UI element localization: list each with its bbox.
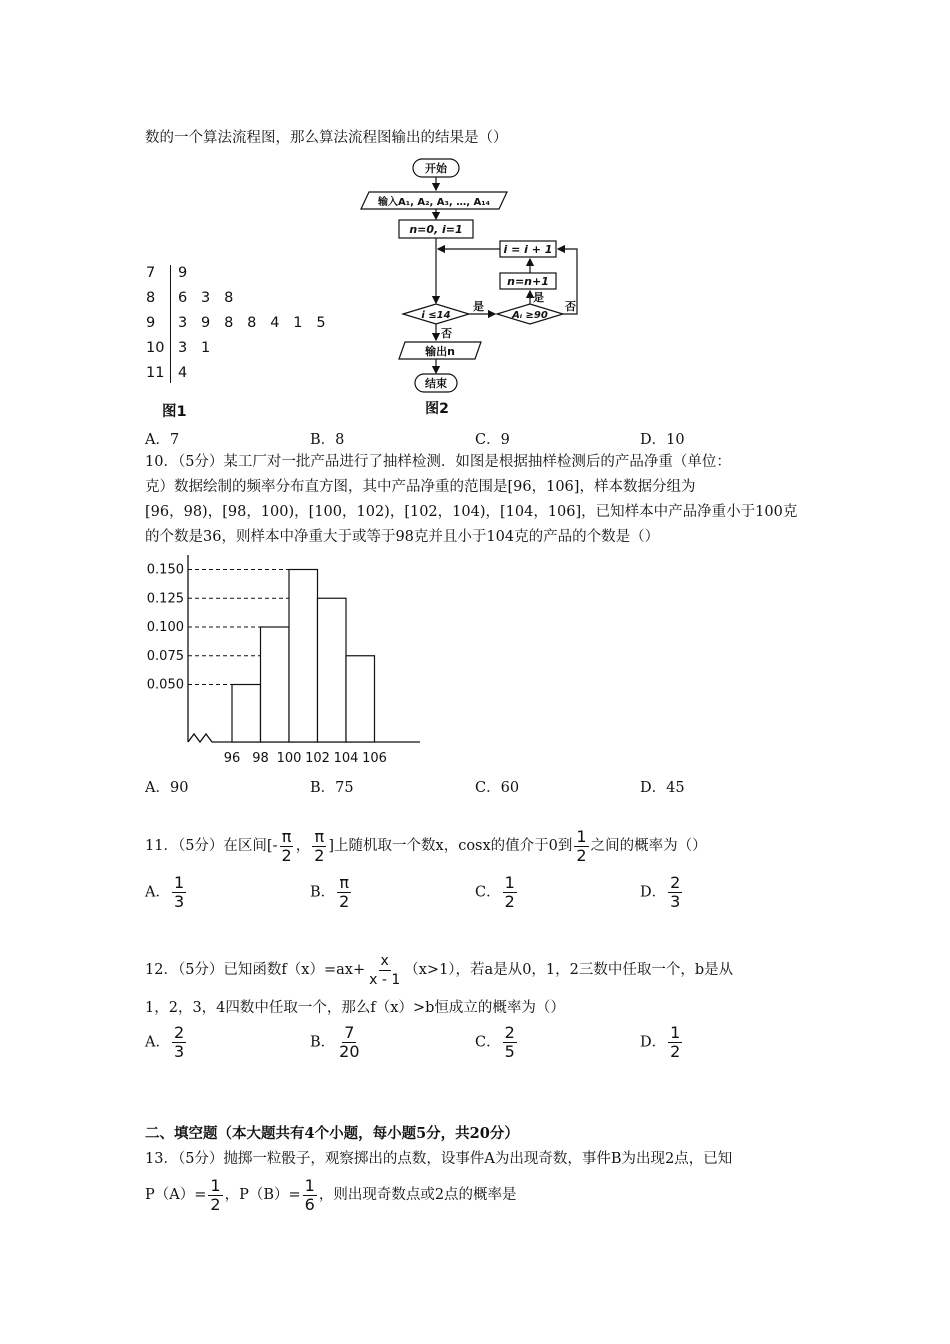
q10-line-2: 克）数据绘制的频率分布直方图，其中产品净重的范围是[96，106]，样本数据分组为 <box>145 479 696 495</box>
x-tick-label: 104 <box>333 751 359 766</box>
x-tick-label: 106 <box>362 751 387 766</box>
q10-option-b: B．75 <box>310 780 354 796</box>
q13-frac-a: $\frac{1}{2}$ <box>210 1175 221 1214</box>
figure-2-caption: 图2 <box>425 401 449 417</box>
x-tick-label: 96 <box>223 751 241 766</box>
x-tick-label: 100 <box>276 751 302 766</box>
flow-yes2: 是 <box>533 291 544 304</box>
q10-line-1: 10．（5分）某工厂对一批产品进行了抽样检测．如图是根据抽样检测后的产品净重（单位： <box>145 454 731 470</box>
q9-option-b: B．8 <box>310 432 345 448</box>
flow-cond-a-text: Aᵢ ≥90 <box>512 310 548 321</box>
q11-suffix: 之间的概率为（） <box>590 838 707 854</box>
q10-option-d: D．45 <box>640 780 685 796</box>
y-tick-label: 0.100 <box>146 620 184 635</box>
y-tick-label: 0.150 <box>146 562 184 578</box>
y-tick-label: 0.075 <box>146 648 184 664</box>
flow-no1: 否 <box>441 327 452 340</box>
figure-1-caption: 图1 <box>162 404 187 420</box>
q9-intro: 数的一个算法流程图，那么算法流程图输出的结果是（） <box>145 130 508 146</box>
q12-option-c: C． $\frac{2}{5}$ <box>475 1023 515 1061</box>
flow-init-text: n=0, i=1 <box>409 223 463 236</box>
q9-option-c: C．9 <box>475 432 510 448</box>
q11-prefix: 11．（5分）在区间[ <box>145 838 273 854</box>
stem-3: 10 <box>146 340 165 356</box>
y-tick-label: 0.125 <box>146 591 184 607</box>
q11-neg: - <box>272 838 278 854</box>
leaves-0: 9 <box>178 265 188 281</box>
stem-0: 7 <box>146 265 156 281</box>
leaves-3: 3 1 <box>178 340 211 356</box>
histogram-bar <box>232 685 261 743</box>
q9-option-a: A．7 <box>145 432 180 448</box>
q10-option-c: C．60 <box>475 780 520 796</box>
leaves-2: 3 9 8 8 4 1 5 <box>178 315 326 331</box>
q12-line-2: 1，2，3，4四数中任取一个，那么f（x）>b恒成立的概率为（） <box>145 1000 565 1016</box>
y-tick-label: 0.050 <box>146 677 184 693</box>
flow-inc-n-text: n=n+1 <box>507 275 549 288</box>
q12-option-b: B． $\frac{7}{20}$ <box>310 1023 360 1061</box>
x-tick-label: 98 <box>252 751 269 766</box>
q10-line-3: [96，98)，[98，100)，[100，102)，[102，104)，[104，106]，已知样本中产品净重小于100克 <box>145 504 798 520</box>
flow-inc-i-text: i = i + 1 <box>503 243 553 256</box>
flow-output-text: 输出n <box>425 345 455 358</box>
q11-option-d: D． $\frac{2}{3}$ <box>640 873 681 911</box>
flow-input-text: 输入A₁, A₂, A₃, …, A₁₄ <box>378 197 490 208</box>
flow-cond-i-text: i ≤14 <box>421 310 451 321</box>
q10-option-a: A．90 <box>145 780 189 796</box>
stem-2: 9 <box>146 315 156 331</box>
histogram-bar <box>318 598 347 742</box>
stem-divider <box>170 265 171 383</box>
q12-option-d: D． $\frac{1}{2}$ <box>640 1023 681 1061</box>
histogram-bar <box>346 656 375 742</box>
q11-option-b: B． $\frac{\pi}{2}$ <box>310 873 350 911</box>
q11-stem: 11．（5分）在区间[- $\frac{\pi}{2}$ ， $\frac{\pi}{2}$ ]上随机取一个数x，cosx的值介于0到 $\frac{1}{2}$ 之间的概率为（） <box>145 826 707 865</box>
flow-start-text: 开始 <box>425 162 447 175</box>
q13-line-1: 13．（5分）抛掷一粒骰子，观察掷出的点数，设事件A为出现奇数，事件B为出现2点，已知 <box>145 1151 733 1167</box>
q11-mid: ]上随机取一个数x，cosx的值介于0到 <box>328 838 573 854</box>
q13-line-2: P（A）= $\frac{1}{2}$ ，P（B）= $\frac{1}{6}$ ，则出现奇数点或2点的概率是 <box>145 1175 517 1214</box>
leaves-4: 4 <box>178 365 188 381</box>
q11-frac-half: $\frac{1}{2}$ <box>576 826 587 865</box>
flow-no2: 否 <box>565 300 576 313</box>
q11-frac-pi: $\frac{\pi}{2}$ <box>314 826 325 865</box>
frequency-histogram <box>140 555 420 770</box>
q12-frac: $\frac{x}{x - 1}$ <box>369 952 401 988</box>
leaves-1: 6 3 8 <box>178 290 234 306</box>
q11-option-c: C． $\frac{1}{2}$ <box>475 873 515 911</box>
flow-end-text: 结束 <box>425 377 447 390</box>
q12-option-a: A． $\frac{2}{3}$ <box>145 1023 185 1061</box>
q12-stem: 12．（5分）已知函数f（x）=ax+ $\frac{x}{x - 1}$ （x>1），若a是从0，1，2三数中任取一个，b是从 <box>145 952 734 988</box>
q13-frac-b: $\frac{1}{6}$ <box>304 1175 315 1214</box>
stem-4: 11 <box>146 365 165 381</box>
q9-option-d: D．10 <box>640 432 685 448</box>
q11-option-a: A． $\frac{1}{3}$ <box>145 873 185 911</box>
histogram-bar <box>261 627 290 742</box>
flow-yes1: 是 <box>473 300 484 313</box>
histogram-bar <box>289 570 318 743</box>
flowchart <box>355 155 595 425</box>
section-2-heading: 二、填空题（本大题共有4个小题，每小题5分，共20分） <box>145 1125 519 1142</box>
q10-line-4: 的个数是36，则样本中净重大于或等于98克并且小于104克的产品的个数是（） <box>145 529 660 545</box>
stem-1: 8 <box>146 290 156 306</box>
x-tick-label: 102 <box>305 751 330 766</box>
q11-frac-neg-pi: $\frac{\pi}{2}$ <box>281 826 292 865</box>
